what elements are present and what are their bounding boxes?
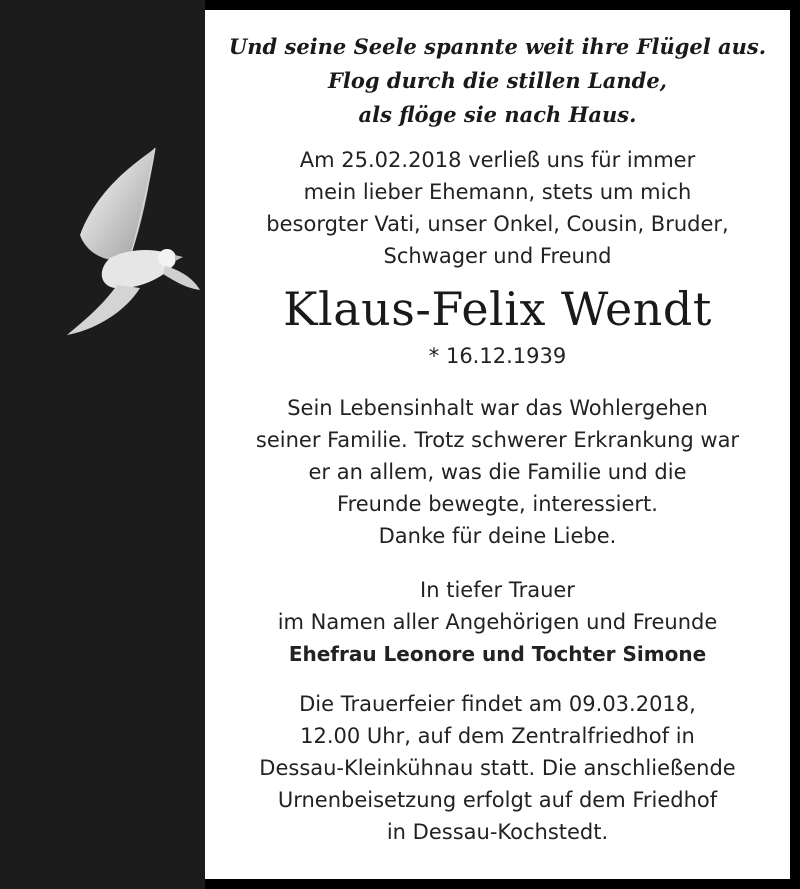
service-info [205,688,790,848]
intro-line: Am 25.02.2018 verließ uns für immer [299,148,696,172]
poem-line: Und seine Seele spannte weit ihre Flügel aus. [228,34,767,59]
dove-icon [55,140,205,340]
tribute-text [205,392,790,552]
intro-line: mein lieber Ehemann, stets um mich [303,180,692,204]
mourner-names: Ehefrau Leonore und Tochter Simone [288,642,707,666]
service-line: Urnenbeisetzung erfolgt auf dem Friedhof [277,788,718,812]
birth-date: * 16.12.1939 [428,344,567,368]
deceased-name: Klaus-Felix Wendt [283,282,712,336]
poem-line: Flog durch die stillen Lande, [328,68,667,93]
intro-line: besorgter Vati, unser Onkel, Cousin, Bruder, [266,212,729,236]
poem-line: als flöge sie nach Haus. [358,102,637,127]
service-line: Die Trauerfeier findet am 09.03.2018, [299,692,696,716]
service-line: in Dessau-Kochstedt. [386,820,609,844]
obituary-text [205,10,790,848]
tribute-line: Danke für deine Liebe. [378,524,617,548]
poem [205,30,790,132]
side-band [0,0,205,889]
tribute-line: er an allem, was die Familie und die [308,460,687,484]
intro-line: Schwager und Freund [383,244,612,268]
tribute-line: Freunde bewegte, interessiert. [337,492,658,516]
tribute-line: seiner Familie. Trotz schwerer Erkrankung war [255,428,740,452]
service-line: 12.00 Uhr, auf dem Zentralfriedhof in [300,724,695,748]
obituary-panel [205,10,790,879]
mourning-line: In tiefer Trauer [420,578,575,602]
service-line: Dessau-Kleinkühnau statt. Die anschließende [259,756,736,780]
mourning-line: im Namen aller Angehörigen und Freunde [277,610,718,634]
mourners-block [205,574,790,670]
tribute-line: Sein Lebensinhalt war das Wohlergehen [287,396,708,420]
intro-text [205,144,790,272]
